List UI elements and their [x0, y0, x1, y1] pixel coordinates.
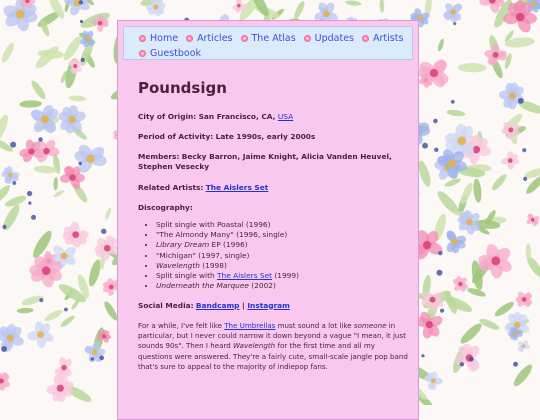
nav-bar — [123, 26, 413, 60]
nav-articles[interactable] — [186, 31, 232, 45]
release-title: Underneath the Marquee — [156, 281, 249, 291]
umbrellas-link[interactable]: The Umbrellas — [224, 320, 276, 330]
bandcamp-link[interactable]: Bandcamp — [195, 300, 240, 310]
members-value: Becky Barron, Jaime Knight, Alicia Vanden Heuvel, Stephen Vesecky — [138, 152, 392, 172]
nav-artists-label: Artists — [373, 32, 404, 44]
list-item — [156, 240, 408, 250]
nav-home[interactable] — [139, 31, 178, 45]
related-label: Related Artists: — [138, 182, 204, 192]
body-text: For a while, I've felt like — [138, 320, 225, 330]
content-panel — [117, 20, 419, 420]
list-item — [156, 230, 408, 240]
nav-artists[interactable] — [362, 31, 403, 45]
related-link[interactable]: The Aislers Set — [205, 182, 269, 192]
nav-articles-label: Articles — [197, 32, 233, 44]
release-title: Library Dream — [156, 240, 210, 250]
discography-heading — [138, 203, 408, 213]
list-item — [156, 261, 408, 271]
list-item-text: "The Almondy Many" (1996, single) — [156, 230, 288, 240]
nav-the-atlas-label: The Atlas — [251, 32, 296, 44]
flower-bullet-icon — [241, 35, 248, 42]
members-row — [138, 152, 408, 172]
list-item — [156, 281, 408, 291]
period-row — [138, 132, 408, 142]
list-item — [156, 271, 408, 281]
discography-label: Discography: — [138, 202, 193, 212]
origin-city: San Francisco, CA, — [198, 111, 276, 121]
period-label: Period of Activity: — [138, 131, 214, 141]
origin-row — [138, 112, 408, 122]
nav-updates-label: Updates — [314, 32, 355, 44]
body-emphasis: someone — [353, 320, 387, 330]
discography-list — [138, 220, 408, 292]
nav-guestbook[interactable] — [139, 46, 201, 60]
aislers-set-link[interactable]: The Aislers Set — [217, 271, 273, 281]
article — [118, 78, 418, 372]
list-item — [156, 220, 408, 230]
nav-guestbook-label: Guestbook — [150, 47, 202, 59]
list-item-text: Split single with — [156, 271, 217, 281]
body-text: for the first time and all my questions were answered. They're a fairly cute, small-scale jangle pop band that's sure to appeal to the majority of indiepop fans. — [138, 341, 408, 371]
body-text: in particular, but I never could narrow it down beyond a vague "I mean, it just sounds 90s". Then I heard — [138, 320, 406, 351]
flower-bullet-icon — [139, 50, 146, 57]
list-item-text: EP (1996) — [209, 240, 248, 250]
flower-bullet-icon — [186, 35, 193, 42]
flower-bullet-icon — [304, 35, 311, 42]
body-paragraph — [138, 321, 408, 372]
social-separator: | — [239, 300, 248, 310]
flower-bullet-icon — [362, 35, 369, 42]
period-value: Late 1990s, early 2000s — [215, 131, 316, 141]
body-text: must sound a lot like — [275, 320, 354, 330]
members-label: Members: — [138, 152, 180, 162]
related-row — [138, 183, 408, 193]
list-item-text: "Michigan" (1997, single) — [156, 250, 250, 260]
body-emphasis: Wavelength — [233, 341, 276, 351]
origin-label: City of Origin: — [138, 111, 197, 121]
instagram-link[interactable]: Instagram — [247, 300, 290, 310]
nav-updates[interactable] — [304, 31, 354, 45]
page-title: Poundsign — [138, 79, 227, 97]
list-item-text: (1999) — [272, 271, 299, 281]
origin-link[interactable]: USA — [277, 111, 294, 121]
list-item — [156, 251, 408, 261]
release-title: Wavelength — [156, 260, 200, 270]
list-item-text: (2002) — [248, 281, 276, 291]
social-row — [138, 301, 408, 311]
nav-the-atlas[interactable] — [241, 31, 296, 45]
social-label: Social Media: — [138, 300, 194, 310]
list-item-text: (1998) — [199, 260, 227, 270]
list-item-text: Split single with Poastal (1996) — [156, 220, 271, 229]
flower-bullet-icon — [139, 35, 146, 42]
nav-home-label: Home — [150, 32, 179, 44]
